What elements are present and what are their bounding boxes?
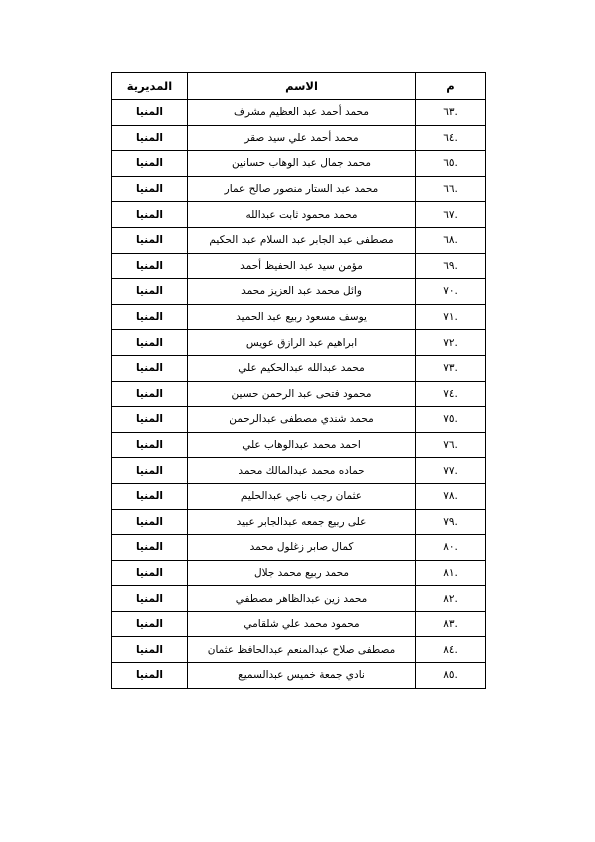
- row-number: .٧٧: [416, 458, 486, 484]
- directorate-name: المنيا: [112, 304, 188, 330]
- person-name: نادي جمعة خميس عبدالسميع: [188, 663, 416, 689]
- person-name: محمد جمال عبد الوهاب حسانين: [188, 151, 416, 177]
- row-number: .٧٦: [416, 432, 486, 458]
- directorate-name: المنيا: [112, 458, 188, 484]
- directorate-name: المنيا: [112, 125, 188, 151]
- table-row: [112, 535, 486, 561]
- row-number: .٨٤: [416, 637, 486, 663]
- row-number: .٧٤: [416, 381, 486, 407]
- person-name: محمد عبدالله عبدالحكيم علي: [188, 355, 416, 381]
- table-row: [112, 202, 486, 228]
- row-number: .٦٤: [416, 125, 486, 151]
- row-number: .٦٣: [416, 100, 486, 126]
- row-number: .٧٥: [416, 407, 486, 433]
- directorate-name: المنيا: [112, 663, 188, 689]
- table-row: [112, 458, 486, 484]
- person-name: محمود فتحى عبد الرحمن حسين: [188, 381, 416, 407]
- directorate-name: المنيا: [112, 202, 188, 228]
- person-name: محمد شندي مصطفى عبدالرحمن: [188, 407, 416, 433]
- directorate-name: المنيا: [112, 407, 188, 433]
- table-row: [112, 279, 486, 305]
- row-number: .٧٩: [416, 509, 486, 535]
- table-row: [112, 432, 486, 458]
- directorate-name: المنيا: [112, 535, 188, 561]
- directorate-name: المنيا: [112, 509, 188, 535]
- person-name: على ربيع جمعه عبدالجابر عبيد: [188, 509, 416, 535]
- person-name: محمد ربيع محمد جلال: [188, 560, 416, 586]
- table-row: [112, 355, 486, 381]
- directorate-name: المنيا: [112, 151, 188, 177]
- row-number: .٨٢: [416, 586, 486, 612]
- table-row: [112, 560, 486, 586]
- person-name: محمد أحمد عبد العظيم مشرف: [188, 100, 416, 126]
- table-row: [112, 227, 486, 253]
- table-row: [112, 125, 486, 151]
- directorate-name: المنيا: [112, 355, 188, 381]
- directorate-name: المنيا: [112, 611, 188, 637]
- row-number: .٦٦: [416, 176, 486, 202]
- directorate-name: المنيا: [112, 330, 188, 356]
- directorate-name: المنيا: [112, 381, 188, 407]
- table-row: [112, 330, 486, 356]
- table-row: [112, 483, 486, 509]
- row-number: .٦٩: [416, 253, 486, 279]
- person-name: احمد محمد عبدالوهاب علي: [188, 432, 416, 458]
- row-number: .٧٨: [416, 483, 486, 509]
- header-number: م: [416, 73, 486, 100]
- row-number: .٧٢: [416, 330, 486, 356]
- table-body: [112, 100, 486, 689]
- row-number: .٦٧: [416, 202, 486, 228]
- person-name: كمال صابر زغلول محمد: [188, 535, 416, 561]
- table-row: [112, 663, 486, 689]
- person-name: يوسف مسعود ربيع عبد الحميد: [188, 304, 416, 330]
- person-name: وائل محمد عبد العزيز محمد: [188, 279, 416, 305]
- person-name: حماده محمد عبدالمالك محمد: [188, 458, 416, 484]
- table-row: [112, 586, 486, 612]
- directorate-name: المنيا: [112, 586, 188, 612]
- directorate-name: المنيا: [112, 176, 188, 202]
- directorate-name: المنيا: [112, 100, 188, 126]
- table-row: [112, 611, 486, 637]
- person-name: ابراهيم عبد الرازق عويس: [188, 330, 416, 356]
- table-row: [112, 253, 486, 279]
- roster-table: [111, 72, 486, 689]
- table-row: [112, 304, 486, 330]
- person-name: محمد عبد الستار منصور صالح عمار: [188, 176, 416, 202]
- person-name: محمود محمد علي شلقامي: [188, 611, 416, 637]
- row-number: .٧٠: [416, 279, 486, 305]
- directorate-name: المنيا: [112, 560, 188, 586]
- header-name: الاسم: [188, 73, 416, 100]
- table-row: [112, 176, 486, 202]
- person-name: محمد أحمد علي سيد صقر: [188, 125, 416, 151]
- directorate-name: المنيا: [112, 432, 188, 458]
- row-number: .٦٥: [416, 151, 486, 177]
- person-name: محمد زين عبدالظاهر مصطفي: [188, 586, 416, 612]
- directorate-name: المنيا: [112, 253, 188, 279]
- person-name: عثمان رجب ناجي عبدالحليم: [188, 483, 416, 509]
- person-name: مؤمن سيد عبد الحفيظ أحمد: [188, 253, 416, 279]
- row-number: .٨٠: [416, 535, 486, 561]
- person-name: محمد محمود ثابت عبدالله: [188, 202, 416, 228]
- row-number: .٦٨: [416, 227, 486, 253]
- row-number: .٨٣: [416, 611, 486, 637]
- directorate-name: المنيا: [112, 637, 188, 663]
- row-number: .٨١: [416, 560, 486, 586]
- row-number: .٧٣: [416, 355, 486, 381]
- table-row: [112, 407, 486, 433]
- table-row: [112, 509, 486, 535]
- directorate-name: المنيا: [112, 279, 188, 305]
- person-name: مصطفى عبد الجابر عبد السلام عبد الحكيم: [188, 227, 416, 253]
- row-number: .٨٥: [416, 663, 486, 689]
- table-row: [112, 637, 486, 663]
- header-directorate: المديرية: [112, 73, 188, 100]
- table-row: [112, 100, 486, 126]
- row-number: .٧١: [416, 304, 486, 330]
- table-row: [112, 381, 486, 407]
- directorate-name: المنيا: [112, 227, 188, 253]
- table-header-row: [112, 73, 486, 100]
- directorate-name: المنيا: [112, 483, 188, 509]
- person-name: مصطفى صلاح عبدالمنعم عبدالحافظ عثمان: [188, 637, 416, 663]
- table-row: [112, 151, 486, 177]
